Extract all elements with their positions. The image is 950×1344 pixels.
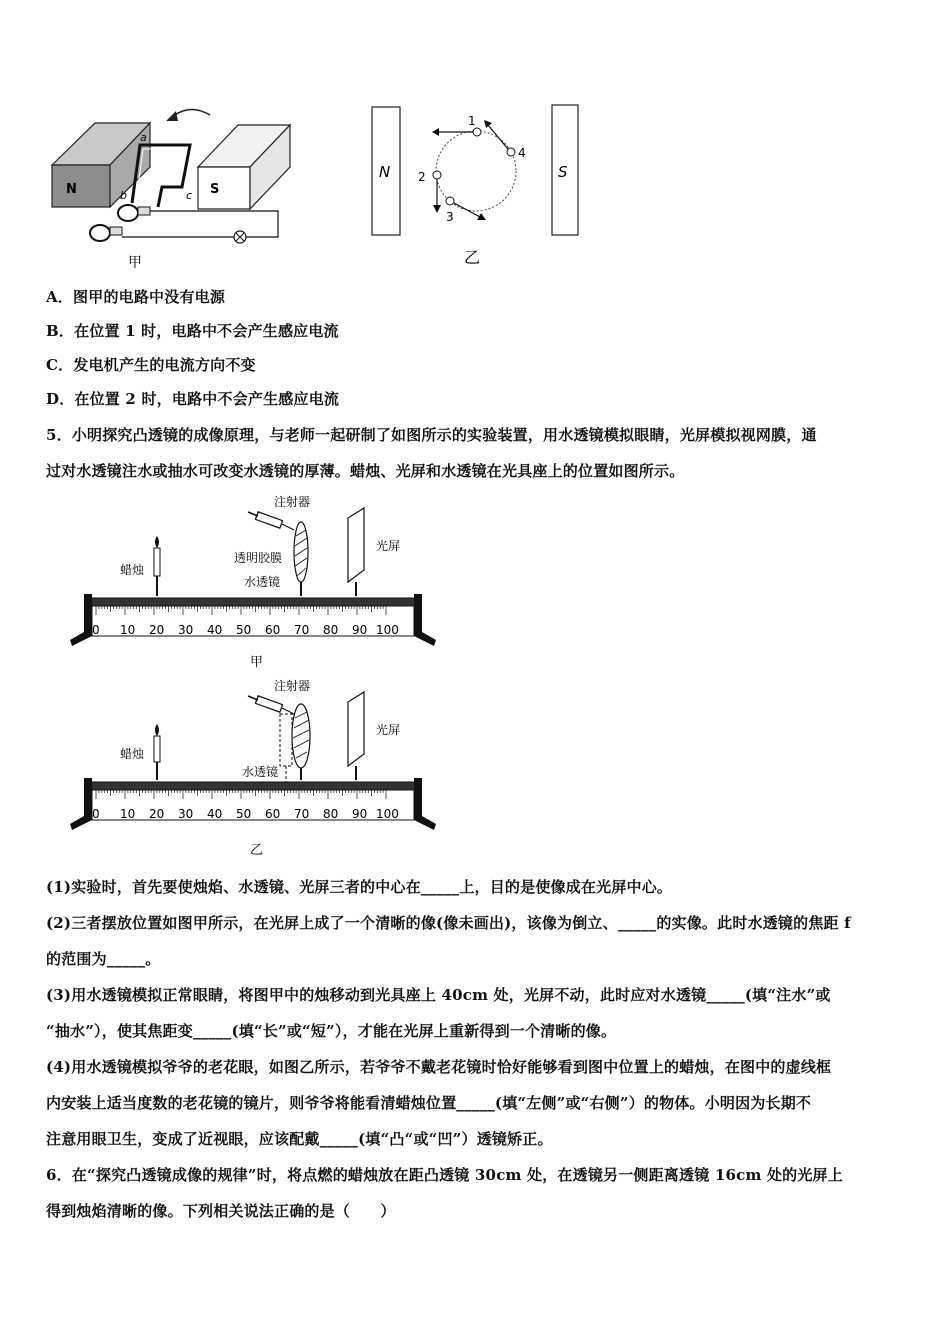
q6-stem-line-2: 得到烛焰清晰的像。下列相关说法正确的是（ ）	[46, 1202, 396, 1220]
tick-label-90: 90	[352, 623, 368, 637]
candle-yi	[154, 736, 160, 762]
screen-yi	[348, 692, 364, 766]
position-4-label: 4	[518, 146, 526, 160]
position-2-label: 2	[418, 170, 426, 184]
tick-label-30: 30	[178, 807, 194, 821]
q5-sub2-line-2: 的范围为_____。	[46, 950, 161, 968]
q6-stem-line-1: 6．在“探究凸透镜成像的规律”时，将点燃的蜡烛放在距凸透镜 30cm 处，在透镜另一侧距离透镜 16cm 处的光屏上	[46, 1166, 843, 1184]
tick-label-40: 40	[207, 623, 223, 637]
label-syringe-yi: 注射器	[274, 679, 311, 693]
label-syringe-jia: 注射器	[274, 495, 311, 509]
position-1-label: 1	[468, 114, 476, 128]
position-3-label: 3	[446, 210, 454, 224]
tick-label-70: 70	[294, 623, 310, 637]
bench-rail-yi	[88, 782, 418, 790]
tick-label-10: 10	[120, 623, 136, 637]
caption-jia-bench: 甲	[250, 655, 264, 670]
pole-s-label: S	[558, 163, 568, 181]
velocity-arrow-3	[454, 203, 480, 217]
tick-label-20: 20	[149, 623, 165, 637]
q5-stem-line-1: 5．小明探究凸透镜的成像原理，与老师一起研制了如图所示的实验装置，用水透镜模拟眼睛，光屏模拟视网膜，通	[46, 426, 817, 444]
position-1-dot	[473, 128, 481, 136]
tick-label-50: 50	[236, 807, 252, 821]
brush-2	[110, 227, 122, 235]
tick-label-60: 60	[265, 623, 281, 637]
caption-yi-bench: 乙	[250, 843, 264, 858]
q5-sub1: (1)实验时，首先要使烛焰、水透镜、光屏三者的中心在_____上，目的是使像成在光屏中心。	[46, 878, 673, 896]
bench-leg-right-yi	[414, 778, 436, 830]
candle-flame-yi	[155, 724, 159, 736]
tick-label-10: 10	[120, 807, 136, 821]
q5-sub3-line-1: (3)用水透镜模拟正常眼睛，将图甲中的烛移动到光具座上 40cm 处，光屏不动，此时应对水透镜_____(填“注水”或	[46, 986, 831, 1004]
tick-label-20: 20	[149, 807, 165, 821]
tick-label-60: 60	[265, 807, 281, 821]
bench-rail-jia	[88, 598, 418, 606]
tick-label-80: 80	[323, 807, 339, 821]
option-c: C．发电机产生的电流方向不变	[46, 356, 256, 374]
candle-flame-jia	[155, 536, 159, 548]
bench-figure-jia	[66, 490, 446, 670]
tick-label-100: 100	[376, 807, 399, 821]
glasses-dashed-box	[280, 714, 292, 766]
q5-stem-line-2: 过对水透镜注水或抽水可改变水透镜的厚薄。蜡烛、光屏和水透镜在光具座上的位置如图所示。	[46, 462, 685, 480]
tick-label-100: 100	[376, 623, 399, 637]
label-candle-yi: 蜡烛	[120, 747, 145, 761]
label-water-lens-yi: 水透镜	[242, 765, 279, 779]
rotation-arrow	[172, 109, 210, 117]
caption-jia-top: 甲	[128, 255, 142, 271]
water-lens-yi	[292, 704, 310, 768]
syringe-jia	[248, 512, 294, 530]
position-2-dot	[433, 171, 441, 179]
wire-label-c: c	[186, 189, 193, 202]
tick-label-80: 80	[323, 623, 339, 637]
pole-n-label: N	[379, 163, 391, 181]
bench-leg-left-jia	[70, 594, 92, 646]
q5-sub4-line-2: 内安装上适当度数的老花镜的镜片，则爷爷将能看清蜡烛位置_____(填“左侧”或“右侧”）的物体。小明因为长期不	[46, 1094, 812, 1112]
tick-label-90: 90	[352, 807, 368, 821]
velocity-arrow-4	[488, 125, 508, 149]
bench-figure-yi	[66, 674, 446, 860]
label-screen-jia: 光屏	[376, 539, 401, 553]
tick-label-0: 0	[92, 623, 100, 637]
magnet-s-label: S	[210, 182, 220, 197]
tick-label-40: 40	[207, 807, 223, 821]
brush-1	[138, 207, 150, 215]
position-4-dot	[507, 148, 515, 156]
position-3-dot	[446, 197, 454, 205]
velocity-arrow-1-head	[432, 128, 439, 136]
magnet-s-front	[198, 167, 250, 209]
option-a: A．图甲的电路中没有电源	[46, 288, 226, 306]
slip-ring-2	[90, 225, 110, 241]
caption-yi-top: 乙	[464, 248, 481, 267]
q5-sub4-line-3: 注意用眼卫生，变成了近视眼，应该配戴_____(填“凸“或“凹”）透镜矫正。	[46, 1130, 553, 1148]
candle-jia	[154, 548, 160, 576]
option-d: D．在位置 2 时，电路中不会产生感应电流	[46, 390, 340, 408]
q5-sub3-line-2: “抽水”），使其焦距变_____(填“长”或“短”），才能在光屏上重新得到一个清晰的像。	[46, 1022, 617, 1040]
generator-figure	[40, 95, 600, 275]
label-candle-jia: 蜡烛	[120, 563, 145, 577]
label-water-lens-jia: 水透镜	[244, 575, 281, 589]
q5-sub2-line-1: (2)三者摆放位置如图甲所示，在光屏上成了一个清晰的像(像未画出)，该像为倒立、_____的实像。此时水透镜的焦距 f	[46, 914, 851, 932]
velocity-arrow-4-head	[484, 120, 492, 128]
syringe-yi	[248, 696, 294, 714]
tick-label-50: 50	[236, 623, 252, 637]
bench-leg-left-yi	[70, 778, 92, 830]
magnet-n-label: N	[66, 182, 77, 197]
screen-jia	[348, 508, 364, 582]
tick-label-30: 30	[178, 623, 194, 637]
option-b: B．在位置 1 时，电路中不会产生感应电流	[46, 322, 339, 340]
q5-sub4-line-1: (4)用水透镜模拟爷爷的老花眼，如图乙所示，若爷爷不戴老花镜时恰好能够看到图中位置上的蜡烛，在图中的虚线框	[46, 1058, 832, 1076]
bench-leg-right-jia	[414, 594, 436, 646]
tick-label-70: 70	[294, 807, 310, 821]
wire-label-b: b	[120, 189, 127, 202]
velocity-arrow-2-head	[433, 205, 441, 213]
label-membrane-jia: 透明胶膜	[234, 551, 283, 565]
tick-label-0: 0	[92, 807, 100, 821]
magnet-n-front	[52, 165, 110, 207]
label-screen-yi: 光屏	[376, 723, 401, 737]
slip-ring-1	[118, 205, 138, 221]
rotation-arrow-head	[166, 111, 178, 121]
wire-label-a: a	[140, 131, 147, 144]
